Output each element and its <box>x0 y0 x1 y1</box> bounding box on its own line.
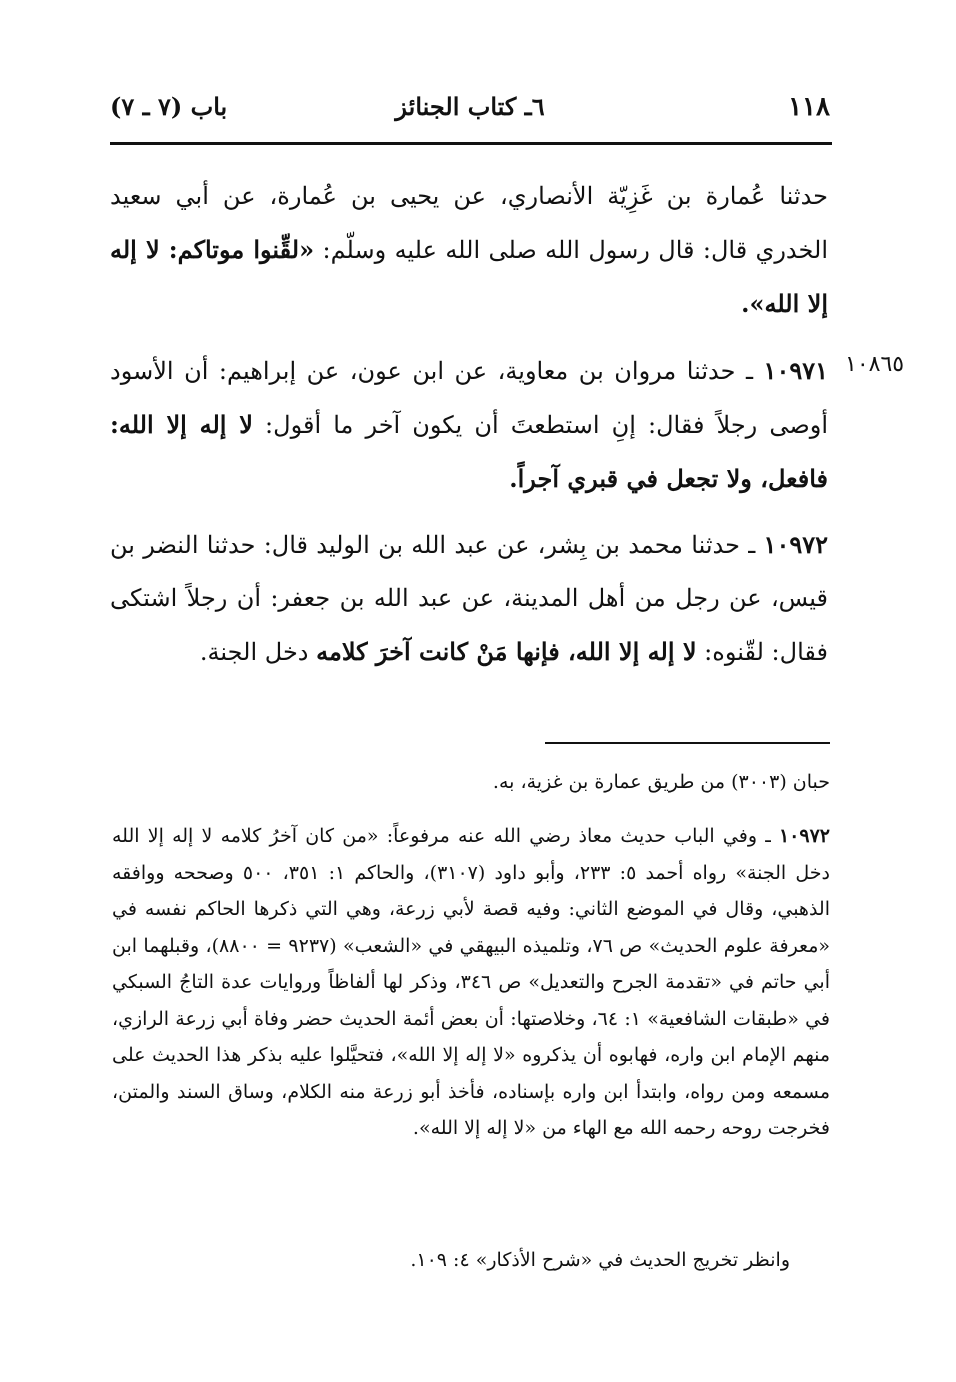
book-title: ٦ـ كتاب الجنائز <box>395 92 545 121</box>
header-divider <box>110 142 832 145</box>
hadith-paragraph-2 <box>110 344 828 506</box>
hadith-2-text: ـ حدثنا مروان بن معاوية، عن ابن عون، عن إبراهيم: أن الأسود أوصى رجلاً فقال: إنِ استطعتَ أن يكون آخر ما أقول: <box>110 357 828 439</box>
footnote-2 <box>112 818 830 1147</box>
hadith-3-quote: لا إله إلا الله، فإنها مَنْ كانت آخرَ كلامه <box>316 637 697 666</box>
footnote-divider <box>545 742 830 744</box>
paragraph-1-quote: «لقِّنوا موتاكم: لا إله إلا الله». <box>110 235 828 318</box>
hadith-paragraph-3 <box>110 518 828 679</box>
paragraph-1-text: حدثنا عُمارة بن غَزِيّة الأنصاري، عن يحيى بن عُمارة، عن أبي سعيد الخدري قال: قال رسول الله صلى الله عليه وسلّم: <box>110 182 828 264</box>
footnote-1: حبان (٣٠٠٣) من طريق عمارة بن غزية، به. <box>492 771 830 793</box>
hadith-3-end: دخل الجنة. <box>199 638 317 666</box>
footnote-2-text: ـ وفي الباب حديث معاذ رضي الله عنه مرفوعاً: «من كان آخرُ كلامه لا إله إلا الله دخل الجنة» رواه أحمد ٥: ٢٣٣، وأبو داود (٣١٠٧)، والحاكم ١: ٣٥١، ٥٠٠ وصححه ووافقه الذهبي، وقال في الموضع الثاني: وفيه قصة لأبي زرعة، وهي التي ذكرها الحاكم نفسه في «معرفة علوم الحديث» ص ٧٦، وتلميذه البيهقي في «الشعب» (٩٢٣٧ = ٨٨٠٠)، وقبلهما ابن أبي حاتم في «تقدمة الجرح والتعديل» ص ٣٤٦، وذكر لها ألفاظاً وروايات عدة التاجُ السبكي في «طبقات الشافعية» ١: ٦٤، وخلاصتها: أن بعض أئمة الحديث حضر وفاة أبي زرعة الرازي، منهم الإمام ابن واره، فهابوه أن يذكروه «لا إله إلا الله»، فتحيَّلوا عليه بذكر هذا الحديث على مسمعه ومن رواه، وابتدأ ابن واره بإسناده، فأخذ أبو زرعة منه الكلام، وساق السند والمتن، فخرجت روحه رحمه الله مع الهاء من «لا إله إلا الله». <box>112 825 831 1139</box>
hadith-3-text: ـ حدثنا محمد بن بِشر، عن عبد الله بن الوليد قال: حدثنا النضر بن قيس، عن رجل من أهل المدينة، عن عبد الله بن جعفر: أن رجلاً اشتكى فقال: لقّنوه: <box>110 531 828 666</box>
page-header <box>110 92 830 136</box>
footnote-3: وانظر تخريج الحديث في «شرح الأذكار» ٤: ١٠٩. <box>410 1249 790 1271</box>
chapter-label: باب (٧ ـ ٧) <box>110 92 228 121</box>
margin-reference-number: ١٠٨٦٥ <box>845 352 905 377</box>
footnote-2-number: ١٠٩٧٢ <box>778 825 830 847</box>
hadith-3-number: ١٠٩٧٢ <box>763 530 828 559</box>
hadith-2-quote: لا إله إلا الله: فافعل، ولا تجعل في قبري آجراً. <box>110 410 828 493</box>
page-number: ١١٨ <box>788 92 830 122</box>
hadith-2-number: ١٠٩٧١ <box>763 356 828 385</box>
hadith-paragraph-1 <box>110 170 828 331</box>
